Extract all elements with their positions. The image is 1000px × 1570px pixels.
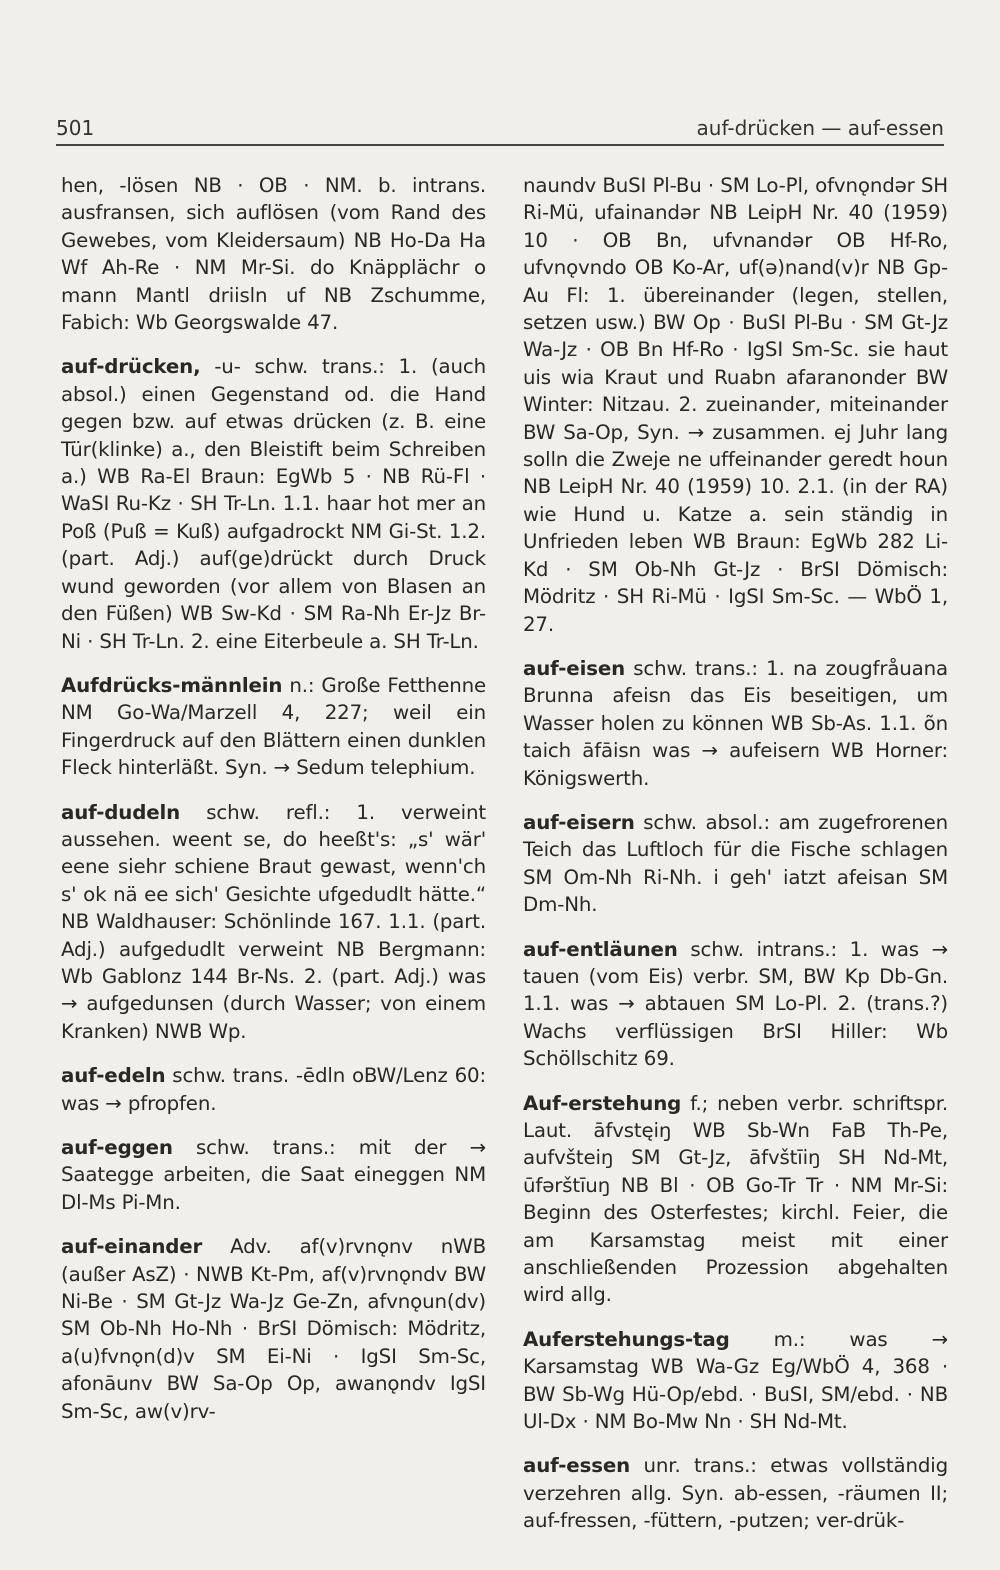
entry-lemma: auf-eggen bbox=[61, 1136, 173, 1159]
dictionary-entry bbox=[61, 672, 486, 782]
entry-lemma: auf-einander bbox=[61, 1235, 203, 1259]
entry-text: schw. refl.: 1. verweint aussehen. weent se, do heeßt's: „s' wär' eene siehr schiene Braut gewast, wenn'ch s' ok nä ee sich' Gesichte ufgedudlt hätte.“ NB Waldhauser: Schönlinde 167. 1.1. (part. Adj.) aufgedudlt verweint NB Bergmann: Wb Gablonz 144 Br-Ns. 2. (part. Adj.) was → aufgedunsen (durch Wasser; von einem Kranken) NWB Wp. bbox=[61, 800, 487, 1043]
page-header bbox=[56, 114, 944, 146]
entry-text: hen, -lösen NB · OB · NM. b. intrans. ausfransen, sich auflösen (vom Rand des Gewebes, vom Kleidersaum) NB Ho-Da Ha Wf Ah-Re · NM Mr-Si. do Knäpplächr o mann Mantl driisln uf NB Zschumme, Fabich: Wb Georgswalde 47. bbox=[61, 174, 486, 335]
entry-text: schw. intrans.: 1. was → tauen (vom Eis) verbr. SM, BW Kp Db-Gn. 1.1. was → abtauen SM Lo-Pl. 2. (trans.?) Wachs verflüssigen BrSI Hiller: Wb Schöllschitz 69. bbox=[523, 937, 948, 1071]
dictionary-entry bbox=[523, 1452, 948, 1534]
entry-text: unr. trans.: etwas vollständig verzehren allg. Syn. ab-essen, -räumen II; auf-fressen, -füttern, -putzen; ver-drük- bbox=[523, 1454, 949, 1533]
entry-lemma: auf-eisern bbox=[523, 810, 635, 834]
entry-lemma: Aufdrücks-männlein bbox=[61, 673, 283, 697]
dictionary-entry bbox=[61, 353, 486, 654]
dictionary-entry bbox=[61, 1062, 486, 1117]
entry-text: schw. trans. -ēdln oBW/Lenz 60: was → pfropfen. bbox=[61, 1064, 486, 1115]
dictionary-entry bbox=[523, 809, 948, 919]
entry-text: schw. trans.: 1. na zougfråuana Brunna afeisn das Eis beseitigen, um Wasser holen zu können WB Sb-As. 1.1. õn taich āfāisn was → aufeisern WB Horner: Königswerth. bbox=[523, 656, 949, 790]
dictionary-entry bbox=[523, 936, 948, 1073]
entry-text: schw. absol.: am zugefrorenen Teich das Luftloch für die Fische schlagen SM Om-Nh Ri-Nh. i geh' iatzt afeisan SM Dm-Nh. bbox=[523, 810, 949, 917]
entry-lemma: auf-drücken, bbox=[61, 355, 201, 379]
entry-lemma: auf-essen bbox=[523, 1454, 631, 1478]
entry-text: Adv. af(v)rvnǫnv nWB (außer AsZ) · NWB Kt-Pm, af(v)rvnǫndv BW Ni-Be · SM Gt-Jz Wa-Jz Ge-Zn, afvnǫun(dv) SM Ob-Nh Ho-Nh · BrSI Dömisch: Mödritz, a(u)fvnǫn(d)v SM Ei-Ni · IgSI Sm-Sc, afonāunv BW Sa-Op Op, awanǫndv IgSI Sm-Sc, aw(v)rv- bbox=[61, 1235, 486, 1423]
entry-text: f.; neben verbr. schriftspr. Laut. āfvstęiŋ WB Sb-Wn FaB Th-Pe, aufvšteiŋ SM Gt-Jz, āfvštīiŋ SH Nd-Mt, ūfərštīuŋ NB Bl · OB Go-Tr Tr · NM Mr-Si: Beginn des Osterfestes; kirchl. Feier, die am Karsamstag meist mit einer anschließenden Prozession abgehalten wird allg. bbox=[523, 1091, 948, 1307]
right-column bbox=[523, 172, 948, 1552]
dictionary-entry bbox=[61, 799, 486, 1046]
entry-text: naundv BuSI Pl-Bu · SM Lo-Pl, ofvnǫndər SH Ri-Mü, ufainandər NB LeipH Nr. 40 (1959) 10 · OB Bn, ufvnandər OB Hf-Ro, ufvnǫvndo OB Ko-Ar, uf(ə)nand(v)r NB Gp-Au Fl: 1. übereinander (legen, stellen, setzen usw.) BW Op · BuSI Pl-Bu · SM Gt-Jz Wa-Jz · OB Bn Hf-Ro · IgSI Sm-Sc. sie haut uis wia Kraut und Ruabn afaranonder BW Winter: Nitzau. 2. zueinander, miteinander BW Sa-Op, Syn. → zusammen. ej Juhr lang solln die Zweje ne uffeinander geredt houn NB LeipH Nr. 40 (1959) 10. 2.1. (in der RA) wie Hund u. Katze a. sein ständig in Unfrieden leben WB Braun: EgWb 282 Li-Kd · SM Ob-Nh Gt-Jz · BrSI Dömisch: Mödritz · SH Ri-Mü · IgSI Sm-Sc. — WbÖ 1, 27. bbox=[523, 174, 948, 636]
entry-lemma: auf-entläunen bbox=[523, 937, 678, 961]
entry-lemma: Auf-erstehung bbox=[523, 1091, 682, 1115]
left-column bbox=[61, 172, 486, 1442]
entry-text: schw. trans.: mit der → Saategge arbeiten, die Saat eineggen NM Dl-Ms Pi-Mn. bbox=[61, 1136, 486, 1214]
entry-lemma: auf-edeln bbox=[61, 1064, 166, 1088]
dictionary-entry bbox=[61, 1233, 486, 1425]
dictionary-entry bbox=[61, 172, 486, 336]
entry-lemma: auf-dudeln bbox=[61, 800, 181, 824]
dictionary-entry bbox=[523, 172, 948, 638]
page-number: 501 bbox=[56, 116, 95, 140]
running-head: auf-drücken — auf-essen bbox=[696, 116, 944, 140]
dictionary-entry bbox=[523, 655, 948, 792]
entry-text: m.: was → Karsamstag WB Wa-Gz Eg/WbÖ 4, 368 · BW Sb-Wg Hü-Op/ebd. · BuSI, SM/ebd. · NB Ul-Dx · NM Bo-Mw Nn · SH Nd-Mt. bbox=[523, 1327, 948, 1434]
dictionary-entry bbox=[523, 1090, 948, 1309]
entry-lemma: auf-eisen bbox=[523, 656, 626, 680]
dictionary-entry bbox=[61, 1134, 486, 1216]
entry-lemma: Auferstehungs-tag bbox=[523, 1327, 730, 1351]
entry-text: n.: Große Fetthenne NM Go-Wa/Marzell 4, 227; weil ein Fingerdruck auf den Blättern einen dunklen Fleck hinterläßt. Syn. → Sedum telephium. bbox=[61, 673, 487, 780]
entry-text: -u- schw. trans.: 1. (auch absol.) einen Gegenstand od. die Hand gegen bzw. auf etwas drücken (z. B. eine Tür(klinke) a., den Bleistift beim Schreiben a.) WB Ra-El Braun: EgWb 5 · NB Rü-Fl · WaSI Ru-Kz · SH Tr-Ln. 1.1. haar hot mer an Poß (Puß = Kuß) aufgadrockt NM Gi-St. 1.2. (part. Adj.) auf(ge)drückt durch Druck wund geworden (vor allem von Blasen an den Füßen) WB Sw-Kd · SM Ra-Nh Er-Jz Br-Ni · SH Tr-Ln. 2. eine Eiterbeule a. SH Tr-Ln. bbox=[61, 355, 487, 653]
dictionary-entry bbox=[523, 1326, 948, 1436]
